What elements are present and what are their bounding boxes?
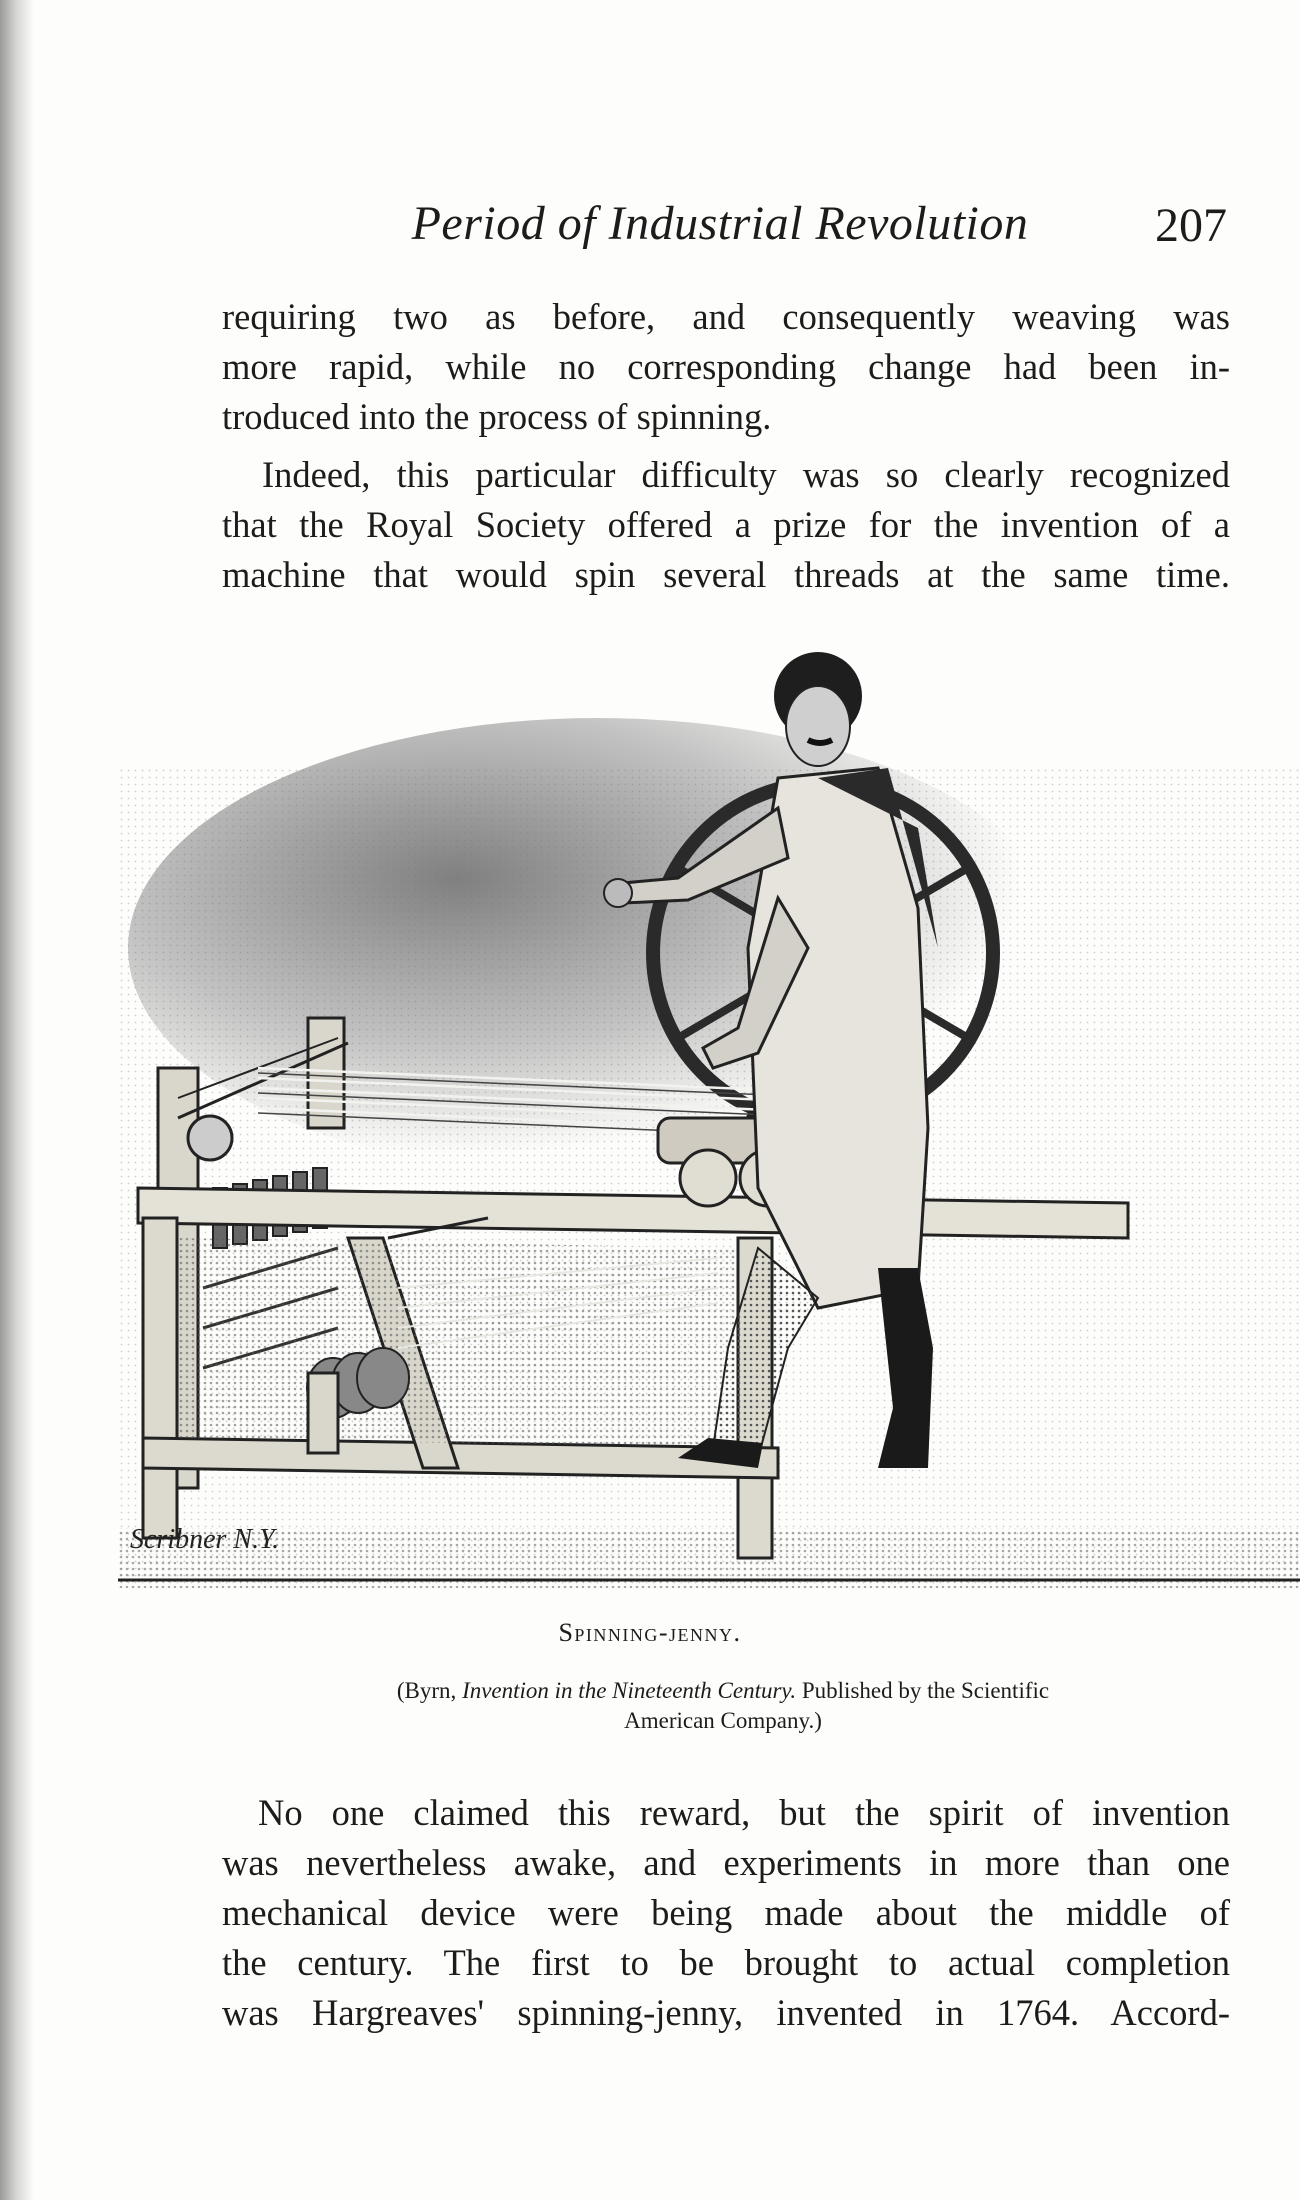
spinning-jenny-illustration — [118, 648, 1300, 1588]
source-work-title: Invention in the Nineteenth Century. — [462, 1678, 797, 1703]
text-line: troduced into the process of spinning. — [222, 396, 772, 437]
scan-edge-shadow — [0, 0, 34, 2200]
figure-caption-text: Spinning-jenny. — [558, 1618, 742, 1647]
figure-caption — [0, 1618, 1300, 1648]
text-line: machine that would spin several threads at the same time. — [222, 554, 1230, 595]
paragraph-2 — [222, 450, 1230, 600]
running-title: Period of Industrial Revolution — [411, 197, 1029, 250]
running-header — [0, 196, 1300, 266]
source-suffix-line1: Published by the Scientific — [796, 1678, 1050, 1703]
text-line: No one claimed this reward, but the spirit of invention — [258, 1792, 1230, 1833]
text-line: was Hargreaves' spinning-jenny, invented in 1764. Accord- — [222, 1992, 1230, 2033]
paragraph-1 — [222, 292, 1230, 442]
text-line: more rapid, while no corresponding change had been in- — [222, 346, 1230, 387]
text-line: Indeed, this particular difficulty was so clearly recognized — [262, 454, 1230, 495]
text-line: was nevertheless awake, and experiments in more than one — [222, 1842, 1230, 1883]
text-line: that the Royal Society offered a prize for the invention of a — [222, 504, 1230, 545]
text-line: mechanical device were being made about the middle of — [222, 1892, 1230, 1933]
source-suffix-line2: American Company.) — [624, 1708, 822, 1733]
text-line: the century. The first to be brought to actual completion — [222, 1942, 1230, 1983]
figure-source — [258, 1676, 1188, 1736]
page-number: 207 — [1155, 199, 1227, 252]
paragraph-3 — [222, 1788, 1230, 2038]
source-prefix: (Byrn, — [396, 1678, 463, 1703]
engraver-signature: Scribner N.Y. — [130, 1524, 280, 1555]
text-line: requiring two as before, and consequently weaving was — [222, 296, 1230, 337]
